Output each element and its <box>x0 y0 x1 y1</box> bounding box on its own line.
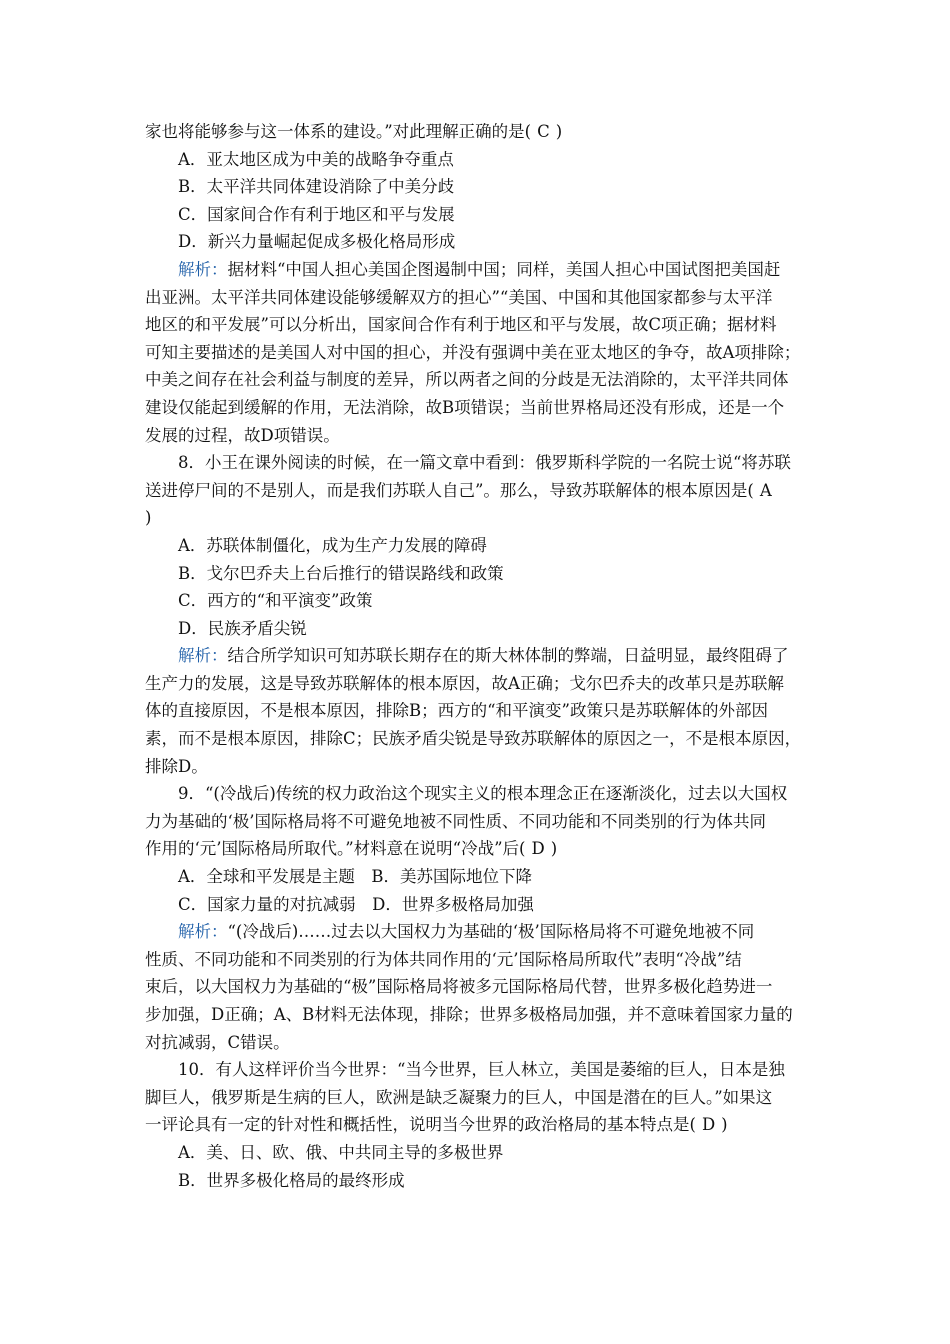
q8-analysis-line: 素，而不是根本原因，排除C；民族矛盾尖锐是导致苏联解体的原因之一，不是根本原因， <box>145 729 802 749</box>
q9-analysis-line: 步加强，D正确；A、B材料无法体现，排除；世界多极格局加强，并不意味着国家力量的 <box>145 1005 793 1024</box>
q7-analysis-line: 地区的和平发展”可以分析出，国家间合作有利于地区和平与发展，故C项正确；据材料 <box>145 315 777 335</box>
q7-close-paren: ) <box>555 122 563 141</box>
q7-option-c: C．国家间合作有利于地区和平与发展 <box>178 204 455 224</box>
q7-analysis-label: 解析： <box>178 259 228 279</box>
q10-stem-line <box>145 1111 815 1139</box>
q10-stem-text: 一评论具有一定的针对性和概括性，说明当今世界的政治格局的基本特点是( <box>145 1115 696 1135</box>
q9-analysis-line: 性质、不同功能和不同类别的行为体共同作用的‘元’国际格局所取代”表明“冷战”结 <box>145 949 742 969</box>
q9-options-row: A．全球和平发展是主题 B．美苏国际地位下降 <box>178 867 533 887</box>
q8-option-c: C．西方的“和平演变”政策 <box>178 591 373 611</box>
q7-option-a: A．亚太地区成为中美的战略争夺重点 <box>178 149 454 169</box>
q7-stem-tail <box>145 118 815 146</box>
q9-analysis-line: 束后，以大国权力为基础的“极”国际格局将被多元国际格局代替，世界多极化趋势进一 <box>145 977 773 997</box>
q7-analysis-line <box>145 256 815 284</box>
q8-answer: A <box>759 480 772 500</box>
q9-analysis-line: 对抗减弱，C错误。 <box>145 1032 290 1052</box>
page-content <box>145 118 815 1194</box>
q7-analysis-line: 中美之间存在社会利益与制度的差异，所以两者之间的分歧是无法消除的，太平洋共同体 <box>145 370 789 390</box>
q9-stem-text: 作用的‘元’国际格局所取代。”材料意在说明“冷战”后( <box>145 839 526 859</box>
q7-analysis-line: 建设仅能起到缓解的作用，无法消除，故B项错误；当前世界格局还没有形成，还是一个 <box>145 397 785 417</box>
q8-stem-text: 送进停尸间的不是别人，而是我们苏联人自己”。那么，导致苏联解体的根本原因是( <box>145 480 754 500</box>
q9-analysis-text: “(冷战后)……过去以大国权力为基础的‘极’国际格局将不可避免地被不同 <box>227 922 755 942</box>
q10-answer: D <box>701 1115 716 1135</box>
q8-analysis-text: 结合所学知识可知苏联长期存在的斯大林体制的弊端，日益明显，最终阻碍了 <box>227 646 789 666</box>
q8-analysis-line: 排除D。 <box>145 756 208 776</box>
q8-stem-line <box>145 477 815 505</box>
q7-option-d: D．新兴力量崛起促成多极化格局形成 <box>178 232 456 252</box>
q8-option-a: A．苏联体制僵化，成为生产力发展的障碍 <box>178 535 487 555</box>
q9-options-row: C．国家力量的对抗减弱 D．世界多极格局加强 <box>178 894 534 914</box>
q9-stem-line: 9．“(冷战后)传统的权力政治这个现实主义的根本理念正在逐渐淡化，过去以大国权 <box>178 784 788 804</box>
q8-analysis-line: 生产力的发展，这是导致苏联解体的根本原因，故A正确；戈尔巴乔夫的改革只是苏联解 <box>145 673 784 693</box>
q10-option-a: A．美、日、欧、俄、中共同主导的多极世界 <box>178 1142 504 1162</box>
q8-close-paren: ) <box>145 508 152 528</box>
q7-analysis-line: 发展的过程，故D项错误。 <box>145 425 340 445</box>
q7-analysis-line: 出亚洲。太平洋共同体建设能够缓解双方的担心”“美国、中国和其他国家都参与太平洋 <box>145 287 773 307</box>
q7-stem-text: 家也将能够参与这一体系的建设。”对此理解正确的是( <box>145 122 532 141</box>
q8-option-b: B．戈尔巴乔夫上台后推行的错误路线和政策 <box>178 563 504 583</box>
q8-analysis-line <box>145 642 815 670</box>
q10-stem-line: 10．有人这样评价当今世界：“当今世界，巨人林立，美国是萎缩的巨人，日本是独 <box>178 1060 785 1080</box>
q9-answer: D <box>531 839 545 859</box>
q7-answer: C <box>537 122 550 141</box>
q10-option-b: B．世界多极化格局的最终形成 <box>178 1170 405 1190</box>
q8-stem-line: 8．小王在课外阅读的时候，在一篇文章中看到：俄罗斯科学院的一名院士说“将苏联 <box>178 453 791 473</box>
q9-stem-line: 力为基础的‘极’国际格局将不可避免地被不同性质、不同功能和不同类别的行为体共同 <box>145 811 766 831</box>
q7-option-b: B．太平洋共同体建设消除了中美分歧 <box>178 177 455 197</box>
q8-analysis-label: 解析： <box>178 646 228 666</box>
q9-analysis-label: 解析： <box>178 922 228 942</box>
q7-analysis-text: 据材料“中国人担心美国企图遏制中国；同样，美国人担心中国试图把美国赶 <box>227 259 781 279</box>
q10-close-paren: ) <box>721 1115 728 1135</box>
q9-stem-line <box>145 835 815 863</box>
q8-option-d: D．民族矛盾尖锐 <box>178 618 307 638</box>
q7-analysis-line: 可知主要描述的是美国人对中国的担心，并没有强调中美在亚太地区的争夺，故A项排除； <box>145 342 801 362</box>
q10-stem-line: 脚巨人，俄罗斯是生病的巨人，欧洲是缺乏凝聚力的巨人，中国是潜在的巨人。”如果这 <box>145 1087 773 1107</box>
q9-analysis-line <box>145 918 815 946</box>
q8-analysis-line: 体的直接原因，不是根本原因，排除B；西方的“和平演变”政策只是苏联解体的外部因 <box>145 701 768 721</box>
q9-close-paren: ) <box>550 839 558 859</box>
